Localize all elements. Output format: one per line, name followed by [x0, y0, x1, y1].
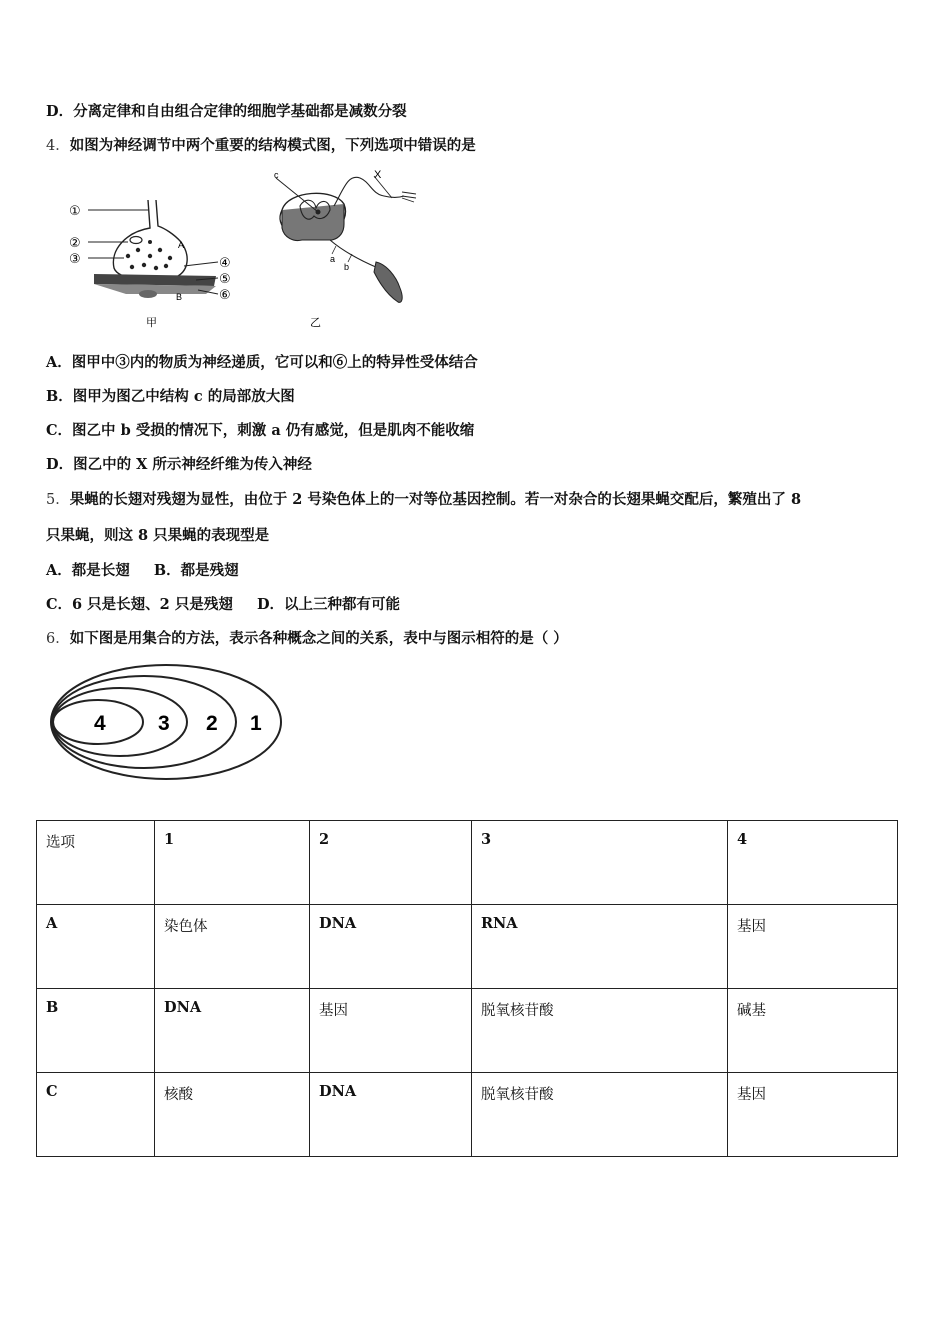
question-text: 如下图是用集合的方法，表示各种概念之间的关系，表中与图示相符的是（ ）	[69, 630, 568, 647]
option-text: 分离定律和自由组合定律的细胞学基础都是减数分裂	[73, 103, 407, 120]
set-label-2: 2	[206, 712, 218, 735]
table-cell: 基因	[728, 1073, 898, 1157]
header-cell: 选项	[37, 821, 155, 905]
q4-option-b	[46, 388, 295, 406]
table-cell: 脱氧核苷酸	[472, 1073, 728, 1157]
table-cell: DNA	[310, 905, 472, 989]
option-text: 都是长翅	[71, 562, 130, 579]
table-cell: 核酸	[155, 1073, 310, 1157]
option-letter: D．	[46, 456, 74, 473]
option-text: 图甲中③内的物质为神经递质，它可以和⑥上的特异性受体结合	[71, 354, 478, 371]
option-text: 6 只是长翅、2 只是残翅	[72, 596, 233, 613]
caption-yi: 乙	[310, 317, 321, 329]
table-cell: B	[37, 989, 155, 1073]
q4-stem	[46, 137, 476, 155]
option-letter: D．	[256, 596, 285, 613]
q4-option-d	[46, 456, 312, 474]
caption-jia: 甲	[146, 317, 157, 329]
table-cell: DNA	[310, 1073, 472, 1157]
table-cell: 碱基	[728, 989, 898, 1073]
options-table	[36, 820, 898, 1157]
set-label-1: 1	[250, 712, 262, 735]
option-text: 都是残翅	[180, 562, 239, 579]
option-letter: D．	[46, 103, 74, 120]
label-A: A	[178, 240, 185, 250]
option-letter: A．	[46, 562, 72, 579]
question-number: 5．	[46, 492, 70, 508]
question-text: 如图为神经调节中两个重要的结构模式图，下列选项中错误的是	[69, 137, 476, 154]
header-cell: 3	[472, 821, 728, 905]
label-5: ⑤	[219, 271, 231, 286]
option-text: 图乙中的 X 所示神经纤维为传入神经	[73, 456, 312, 473]
option-letter: B．	[153, 562, 181, 579]
table-row	[37, 905, 898, 989]
q5-stem-line2	[46, 527, 269, 545]
label-b: b	[344, 262, 350, 272]
table-cell: DNA	[155, 989, 310, 1073]
label-B: B	[176, 292, 183, 302]
label-X: X	[374, 169, 382, 181]
label-1: ①	[69, 203, 81, 218]
label-4: ④	[219, 255, 231, 270]
q4-option-a	[46, 354, 478, 372]
table-cell: C	[37, 1073, 155, 1157]
question-number: 4．	[46, 138, 70, 154]
table-row	[37, 989, 898, 1073]
question-number: 6．	[46, 631, 70, 647]
figure-synapse	[66, 170, 246, 330]
option-letter: C．	[46, 422, 73, 439]
table-row	[37, 1073, 898, 1157]
header-cell: 2	[310, 821, 472, 905]
label-a: a	[330, 254, 336, 264]
q4-option-c	[46, 422, 474, 440]
table-cell: RNA	[472, 905, 728, 989]
table-header-row	[37, 821, 898, 905]
q5-options-cd	[46, 596, 400, 614]
table-cell: A	[37, 905, 155, 989]
question-text: 果蝇的长翅对残翅为显性，由位于 2 号染色体上的一对等位基因控制。若一对杂合的长翅果蝇交配后，繁殖出了 8	[69, 491, 802, 508]
option-letter: A．	[46, 354, 72, 371]
q6-stem	[46, 630, 568, 648]
table-cell: 脱氧核苷酸	[472, 989, 728, 1073]
label-6: ⑥	[219, 287, 231, 302]
set-label-3: 3	[158, 712, 170, 735]
table-cell: 染色体	[155, 905, 310, 989]
q5-options-ab	[46, 562, 239, 580]
option-text: 图甲为图乙中结构 c 的局部放大图	[72, 388, 295, 405]
table-cell: 基因	[728, 905, 898, 989]
option-letter: B．	[46, 388, 73, 405]
header-cell: 1	[155, 821, 310, 905]
option-text: 图乙中 b 受损的情况下，刺激 a 仍有感觉，但是肌肉不能收缩	[72, 422, 475, 439]
header-cell: 4	[728, 821, 898, 905]
label-c: c	[274, 170, 279, 180]
label-2: ②	[69, 235, 81, 250]
table-cell: 基因	[310, 989, 472, 1073]
q3-option-d	[46, 103, 407, 121]
option-text: 以上三种都有可能	[284, 596, 401, 613]
q5-stem-line1	[46, 491, 801, 509]
set-label-4: 4	[94, 712, 106, 735]
option-letter: C．	[46, 596, 73, 613]
label-3: ③	[69, 251, 81, 266]
nested-sets-diagram	[48, 660, 288, 785]
question-text-cont: 只果蝇，则这 8 只果蝇的表现型是	[46, 527, 270, 544]
figure-reflex-arc	[274, 168, 424, 330]
